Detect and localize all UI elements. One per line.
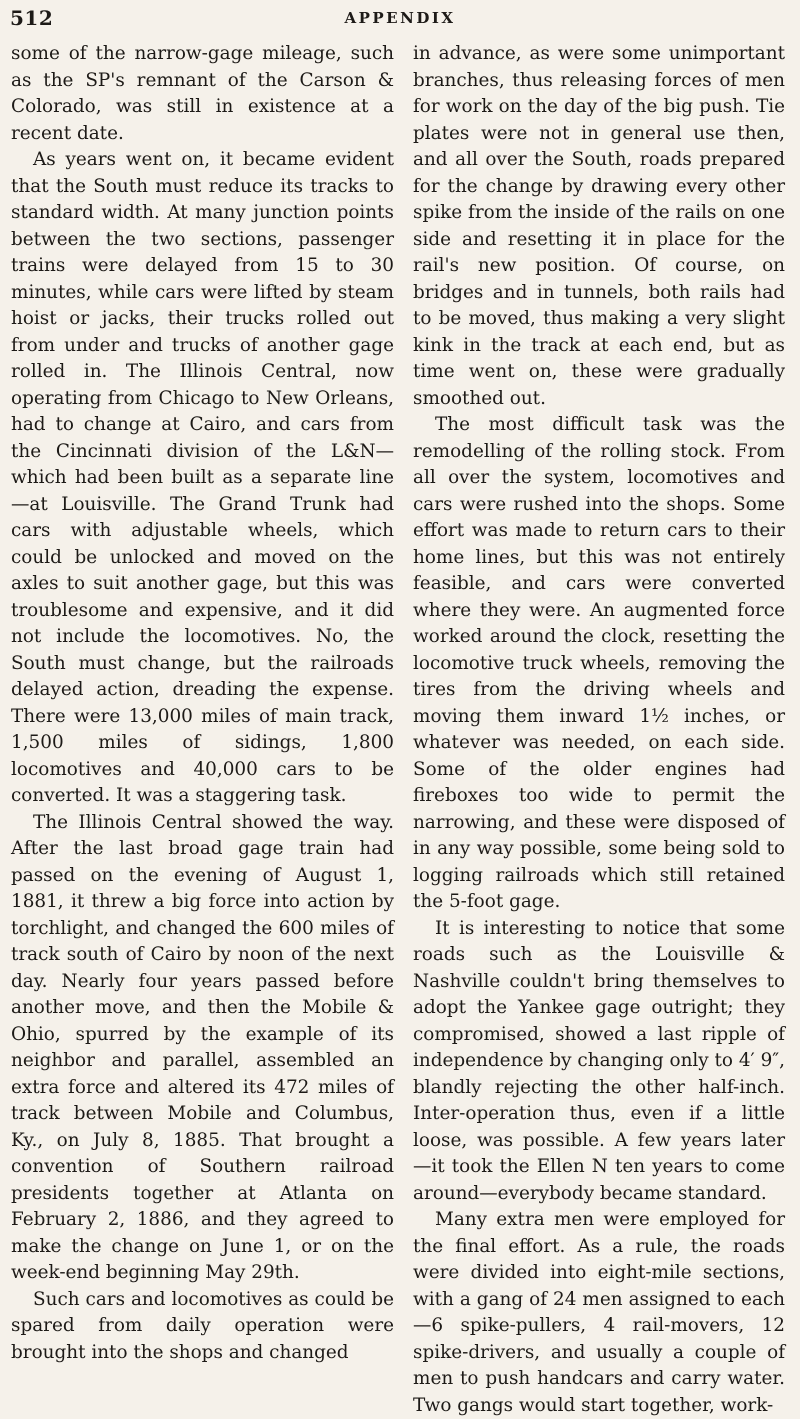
running-head: APPENDIX (344, 9, 456, 27)
right-column (413, 41, 785, 1419)
paragraph: some of the narrow-gage mileage, such as the SP's remnant of the Carson & Colorado, was still in existence at a recent date. (11, 43, 394, 144)
paragraph: As years went on, it became evident that the South must reduce its tracks to standard width. At many junction points between the two sections, passenger trains were delayed from 15 to 30 minutes, while cars were lifted by steam hoist or jacks, their trucks rolled out from under and trucks of another gage rolled in. The Illinois Central, now operating from Chicago to New Orleans, had to change at Cairo, and cars from the Cincinnati division of the L&N—which had been built as a separate line—at Louisville. The Grand Trunk had cars with adjustable wheels, which could be unlocked and moved on the axles to suit another gage, but this was troublesome and expensive, and it did not include the locomotives. No, the South must change, but the railroads delayed action, dreading the expense. There were 13,000 miles of main track, 1,500 miles of sidings, 1,800 locomotives and 40,000 cars to be converted. It was a staggering task. (11, 149, 394, 806)
paragraph: The most difficult task was the remodelling of the rolling stock. From all over the system, locomotives and cars were rushed into the shops. Some effort was made to return cars to their home lines, but this was not entirely feasible, and cars were converted where they were. An augmented force worked around the clock, resetting the locomotive truck wheels, removing the tires from the driving wheels and moving them inward 1½ inches, or whatever was needed, on each side. Some of the older engines had fireboxes too wide to permit the narrowing, and these were disposed of in any way possible, some being sold to logging railroads which still retained the 5-foot gage. (413, 414, 785, 912)
paragraph: It is interesting to notice that some roads such as the Louisville & Nashville couldn't bring themselves to adopt the Yankee gage outright; they compromised, showed a last ripple of independence by changing only to 4′ 9″, blandly rejecting the other half-inch. Inter-operation thus, even if a little loose, was possible. A few years later —it took the Ellen N ten years to come around—everybody became standard. (413, 917, 785, 1204)
paragraph: Many extra men were employed for the final effort. As a rule, the roads were divided into eight-mile sections, with a gang of 24 men assigned to each—6 spike-pullers, 4 rail-movers, 12 spike-drivers, and usually a couple of men to push handcars and carry water. Two gangs would start together, work- (413, 1209, 785, 1416)
left-column (11, 41, 394, 1366)
paragraph: The Illinois Central showed the way. After the last broad gage train had passed on the evening of August 1, 1881, it threw a big force into action by torchlight, and changed the 600 miles of track south of Cairo by noon of the next day. Nearly four years passed before another move, and then the Mobile & Ohio, spurred by the example of its neighbor and parallel, assembled an extra force and altered its 472 miles of track between Mobile and Columbus, Ky., on July 8, 1885. That brought a convention of Southern railroad presidents together at Atlanta on February 2, 1886, and they agreed to make the change on June 1, or on the week-end beginning May 29th. (11, 811, 394, 1283)
paragraph: Such cars and locomotives as could be spared from daily operation were brought into the shops and changed (11, 1288, 394, 1363)
paragraph: in advance, as were some unimportant branches, thus releasing forces of men for work on the day of the big push. Tie plates were not in general use then, and all over the South, roads prepared for the change by drawing every other spike from the inside of the rails on one side and resetting it in place for the rail's new position. Of course, on bridges and in tunnels, both rails had to be moved, thus making a very slight kink in the track at each end, but as time went on, these were gradually smoothed out. (413, 43, 785, 409)
page-number: 512 (10, 6, 54, 30)
